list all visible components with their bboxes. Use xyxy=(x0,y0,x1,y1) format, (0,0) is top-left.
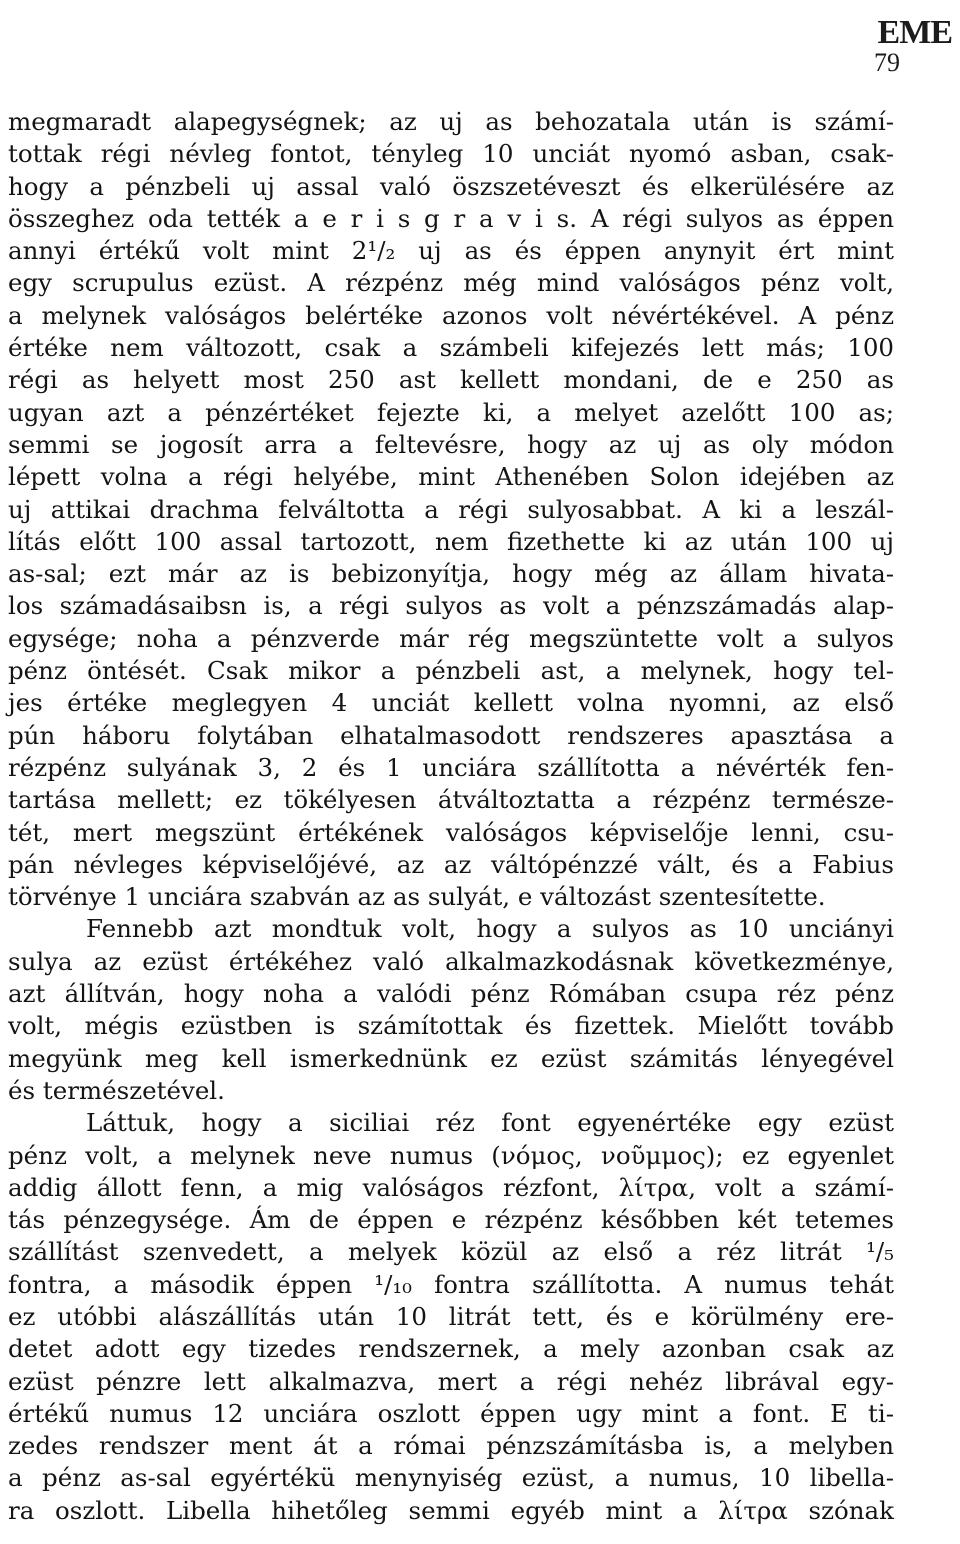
text-line: detet adott egy tizedes rendszernek, a mely azonban csak az xyxy=(8,1334,894,1364)
body-text xyxy=(8,106,894,1527)
text-line: as-sal; ezt már az is bebizonyítja, hogy még az állam hivata- xyxy=(8,559,894,589)
paragraph-start-line: Láttuk, hogy a siciliai réz font egyenértéke egy ezüst xyxy=(86,1108,894,1138)
text-line: sulya az ezüst értékéhez való alkalmazkodásnak következménye, xyxy=(8,946,894,976)
text-line: és természetével. xyxy=(8,1075,225,1105)
text-line: a melynek valóságos belértéke azonos volt névértékével. A pénz xyxy=(8,300,894,330)
text-line: szállítást szenvedett, a melyek közül az első a réz litrát ¹/₅ xyxy=(8,1237,894,1267)
text-line: uj attikai drachma felváltotta a régi sulyosabbat. A ki a leszál- xyxy=(8,494,894,524)
text-line: megyünk meg kell ismerkednünk ez ezüst számitás lényegével xyxy=(8,1043,894,1073)
text-line: pénz öntését. Csak mikor a pénzbeli ast, a melynek, hogy tel- xyxy=(8,656,894,686)
text-line: tét, mert megszünt értékének valóságos képviselője lenni, csu- xyxy=(8,817,894,847)
text-line: tartása mellett; ez tökélyesen átváltoztatta a rézpénz természe- xyxy=(8,785,894,815)
text-line: los számadásaibsn is, a régi sulyos as volt a pénzszámadás alap- xyxy=(8,591,894,621)
paragraph-start-line: Fennebb azt mondtuk volt, hogy a sulyos as 10 unciányi xyxy=(86,914,894,944)
text-line: zedes rendszer ment át a római pénzszámításba is, a melyben xyxy=(8,1431,894,1461)
text-line: semmi se jogosít arra a feltevésre, hogy az uj as oly módon xyxy=(8,429,894,459)
text-line: egysége; noha a pénzverde már rég megszüntette volt a sulyos xyxy=(8,623,894,653)
text-line: ugyan azt a pénzértéket fejezte ki, a melyet azelőtt 100 as; xyxy=(8,397,894,427)
text-line: ra oszlott. Libella hihetőleg semmi egyéb mint a λίτρα szónak xyxy=(8,1495,894,1525)
page-number: 79 xyxy=(874,48,900,77)
text-line: törvénye 1 unciára szabván az as sulyát, e változást szentesítette. xyxy=(8,882,826,912)
text-line: rézpénz sulyának 3, 2 és 1 unciára szállította a névérték fen- xyxy=(8,752,894,782)
text-line: jes értéke meglegyen 4 unciát kellett volna nyomni, az első xyxy=(8,688,894,718)
text-line: a pénz as-sal egyértékü menynyiség ezüst, a numus, 10 libella- xyxy=(8,1463,894,1493)
text-line: régi as helyett most 250 ast kellett mondani, de e 250 as xyxy=(8,365,894,395)
text-line: megmaradt alapegységnek; az uj as behozatala után is számí- xyxy=(8,107,894,136)
text-line: egy scrupulus ezüst. A rézpénz még mind valóságos pénz volt, xyxy=(8,268,894,298)
text-line: lítás előtt 100 assal tartozott, nem fizethette ki az után 100 uj xyxy=(8,526,894,556)
text-line: pún háboru folytában elhatalmasodott rendszeres apasztása a xyxy=(8,720,894,750)
text-line: fontra, a második éppen ¹/₁₀ fontra szállította. A numus tehát xyxy=(8,1269,894,1299)
text-line: annyi értékű volt mint 2¹/₂ uj as és éppen anynyit ért mint xyxy=(8,236,894,266)
text-line: volt, mégis ezüstben is számítottak és fizettek. Mielőtt tovább xyxy=(8,1011,894,1041)
text-line: azt állítván, hogy noha a valódi pénz Rómában csupa réz pénz xyxy=(8,979,894,1009)
text-line: tottak régi névleg fontot, tényleg 10 unciát nyomó asban, csak- xyxy=(8,139,894,169)
text-line: értéke nem változott, csak a számbeli kifejezés lett más; 100 xyxy=(8,333,894,363)
text-line: ezüst pénzre lett alkalmazva, mert a régi nehéz librával egy- xyxy=(8,1366,894,1396)
publisher-logo: EME xyxy=(877,14,952,51)
text-line: lépett volna a régi helyébe, mint Athenében Solon idejében az xyxy=(8,462,894,492)
text-line: hogy a pénzbeli uj assal való öszszetéveszt és elkerülésére az xyxy=(8,171,894,201)
text-line: értékű numus 12 unciára oszlott éppen ugy mint a font. E ti- xyxy=(8,1398,894,1428)
text-line: pénz volt, a melynek neve numus (νόμος, νοῦμμος); ez egyenlet xyxy=(8,1140,894,1170)
text-line: pán névleges képviselőjévé, az az váltópénzzé vált, és a Fabius xyxy=(8,849,894,879)
text-line: összeghez oda tették a e r i s g r a v i s. A régi sulyos as éppen xyxy=(8,203,894,233)
text-line: addig állott fenn, a mig valóságos rézfont, λίτρα, volt a számí- xyxy=(8,1172,894,1202)
text-line: ez utóbbi alászállítás után 10 litrát tett, és e körülmény ere- xyxy=(8,1301,894,1331)
text-line: tás pénzegysége. Ám de éppen e rézpénz későbben két tetemes xyxy=(8,1205,894,1235)
